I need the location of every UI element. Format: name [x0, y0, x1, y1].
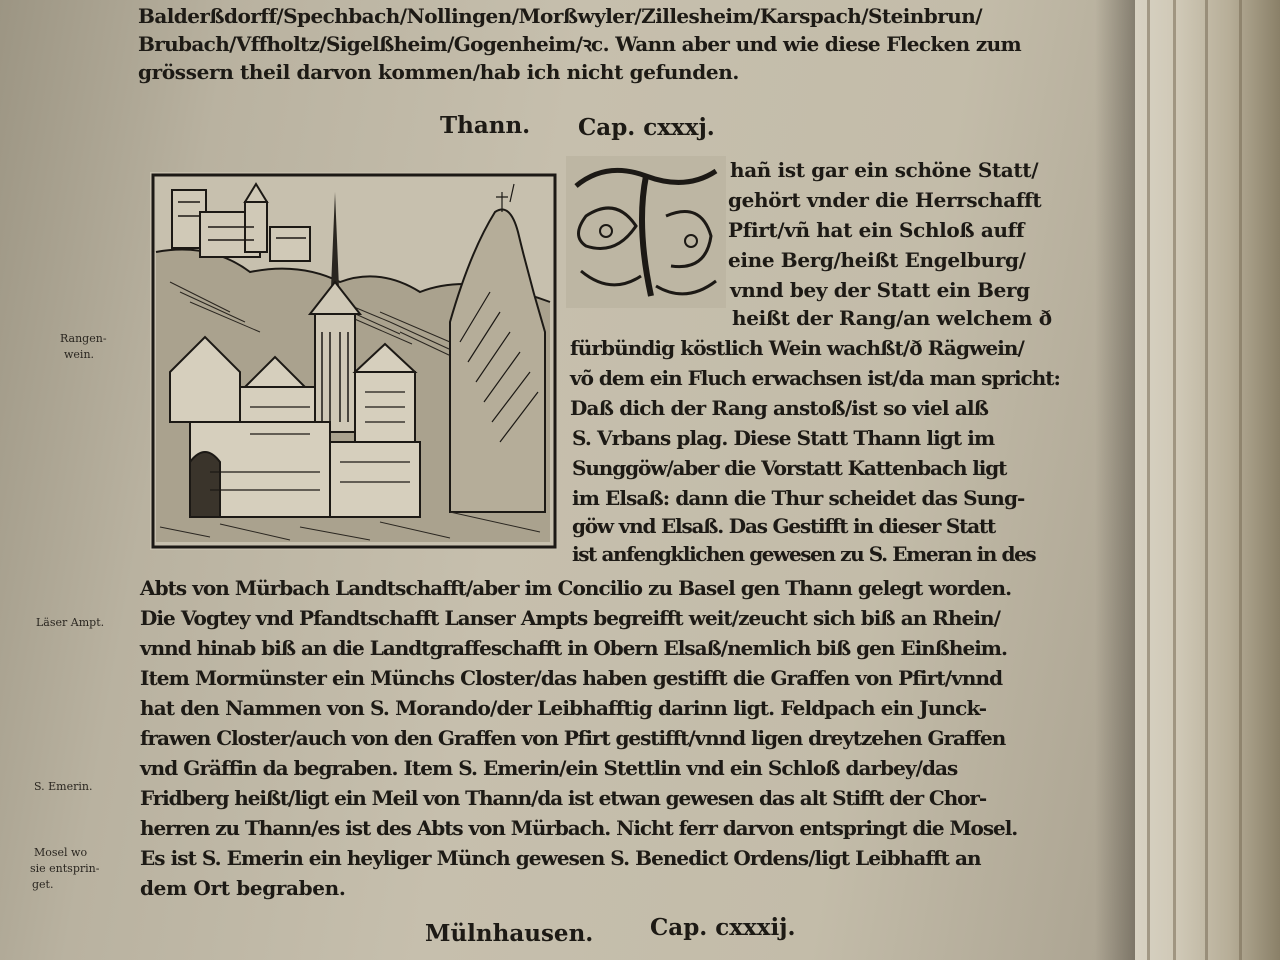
- right-line-3: Pfirt/vñ hat ein Schloß auff: [728, 218, 1025, 242]
- initial-ornament-icon: [566, 156, 726, 308]
- right-line-2: gehört vnder die Herrschafft: [728, 188, 1042, 212]
- margin-note-line: wein.: [64, 348, 95, 361]
- chapter-number-mulhausen: Cap. cxxxij.: [650, 914, 796, 941]
- right-line-13: göw vnd Elsaß. Das Gestifft in dieser Statt: [572, 514, 996, 538]
- right-line-4: eine Berg/heißt Engelburg/: [728, 248, 1026, 272]
- right-line-6: heißt der Rang/an welchem ð: [732, 306, 1052, 330]
- chapter-title-thann: Thann.: [440, 112, 531, 139]
- thann-woodcut-illustration: [150, 172, 558, 550]
- margin-note-line: sie entsprin-: [30, 862, 100, 875]
- page-edge-line: [1205, 0, 1208, 960]
- adjacent-page-edge: [1135, 0, 1280, 960]
- full-line-9: herren zu Thann/es ist des Abts von Mürbach. Nicht ferr darvon entspringt die Mosel.: [140, 816, 1018, 840]
- chapter-title-mulhausen: Mülnhausen.: [425, 920, 594, 947]
- right-line-9: Daß dich der Rang anstoß/ist so viel alß: [570, 396, 989, 420]
- right-line-10: S. Vrbans plag. Diese Statt Thann ligt im: [572, 426, 995, 450]
- full-line-3: vnnd hinab biß an die Landtgraffeschafft in Obern Elsaß/nemlich biß gen Einßheim.: [140, 636, 1007, 660]
- margin-note-line: get.: [32, 878, 54, 891]
- full-line-2: Die Vogtey vnd Pfandtschafft Lanser Ampts begreifft weit/zeucht sich biß an Rhein/: [140, 606, 1000, 630]
- right-line-12: im Elsaß: dann die Thur scheidet das Sung-: [572, 486, 1025, 510]
- full-line-11: dem Ort begraben.: [140, 876, 346, 900]
- margin-note-line: Läser Ampt.: [36, 616, 105, 629]
- full-line-6: frawen Closter/auch von den Graffen von Pfirt gestifft/vnnd ligen dreytzehen Graffen: [140, 726, 1006, 750]
- page-edge-line: [1147, 0, 1150, 960]
- margin-note-line: Mosel wo: [34, 846, 88, 859]
- top-line-3: grössern theil darvon kommen/hab ich nicht gefunden.: [138, 60, 740, 84]
- right-line-7: fürbündig köstlich Wein wachßt/ð Rägwein/: [570, 336, 1024, 360]
- top-line-2: Brubach/Vffholtz/Sigelßheim/Gogenheim/ꝛc. Wann aber und wie diese Flecken zum: [138, 32, 1021, 56]
- full-line-10: Es ist S. Emerin ein heyliger Münch gewesen S. Benedict Ordens/ligt Leibhafft an: [140, 846, 981, 870]
- full-line-4: Item Mormünster ein Münchs Closter/das haben gestifft die Graffen von Pfirt/vnnd: [140, 666, 1003, 690]
- right-line-11: Sunggöw/aber die Vorstatt Kattenbach ligt: [572, 456, 1007, 480]
- chapter-number-thann: Cap. cxxxj.: [578, 114, 715, 141]
- page-edge-line: [1173, 0, 1176, 960]
- top-line-1: Balderßdorff/Spechbach/Nollingen/Morßwyler/Zillesheim/Karspach/Steinbrun/: [138, 4, 982, 28]
- full-line-7: vnd Gräffin da begraben. Item S. Emerin/ein Stettlin vnd ein Schloß darbey/das: [140, 756, 958, 780]
- decorated-initial-letter: [566, 156, 726, 308]
- right-line-1: hañ ist gar ein schöne Statt/: [730, 158, 1039, 182]
- full-line-1: Abts von Mürbach Landtschafft/aber im Concilio zu Basel gen Thann gelegt worden.: [140, 576, 1012, 600]
- right-line-8: võ dem ein Fluch erwachsen ist/da man spricht:: [570, 366, 1060, 390]
- full-line-8: Fridberg heißt/ligt ein Meil von Thann/da ist etwan gewesen das alt Stifft der Chor-: [140, 786, 987, 810]
- margin-note-line: Rangen-: [60, 332, 107, 345]
- page-edge-line: [1239, 0, 1242, 960]
- right-line-5: vnnd bey der Statt ein Berg: [730, 278, 1030, 302]
- margin-note-line: S. Emerin.: [34, 780, 93, 793]
- full-line-5: hat den Nammen von S. Morando/der Leibhafftig darinn ligt. Feldpach ein Junck-: [140, 696, 987, 720]
- gutter-shadow: [1095, 0, 1135, 960]
- right-line-14: ist anfengklichen gewesen zu S. Emeran in des: [572, 542, 1036, 566]
